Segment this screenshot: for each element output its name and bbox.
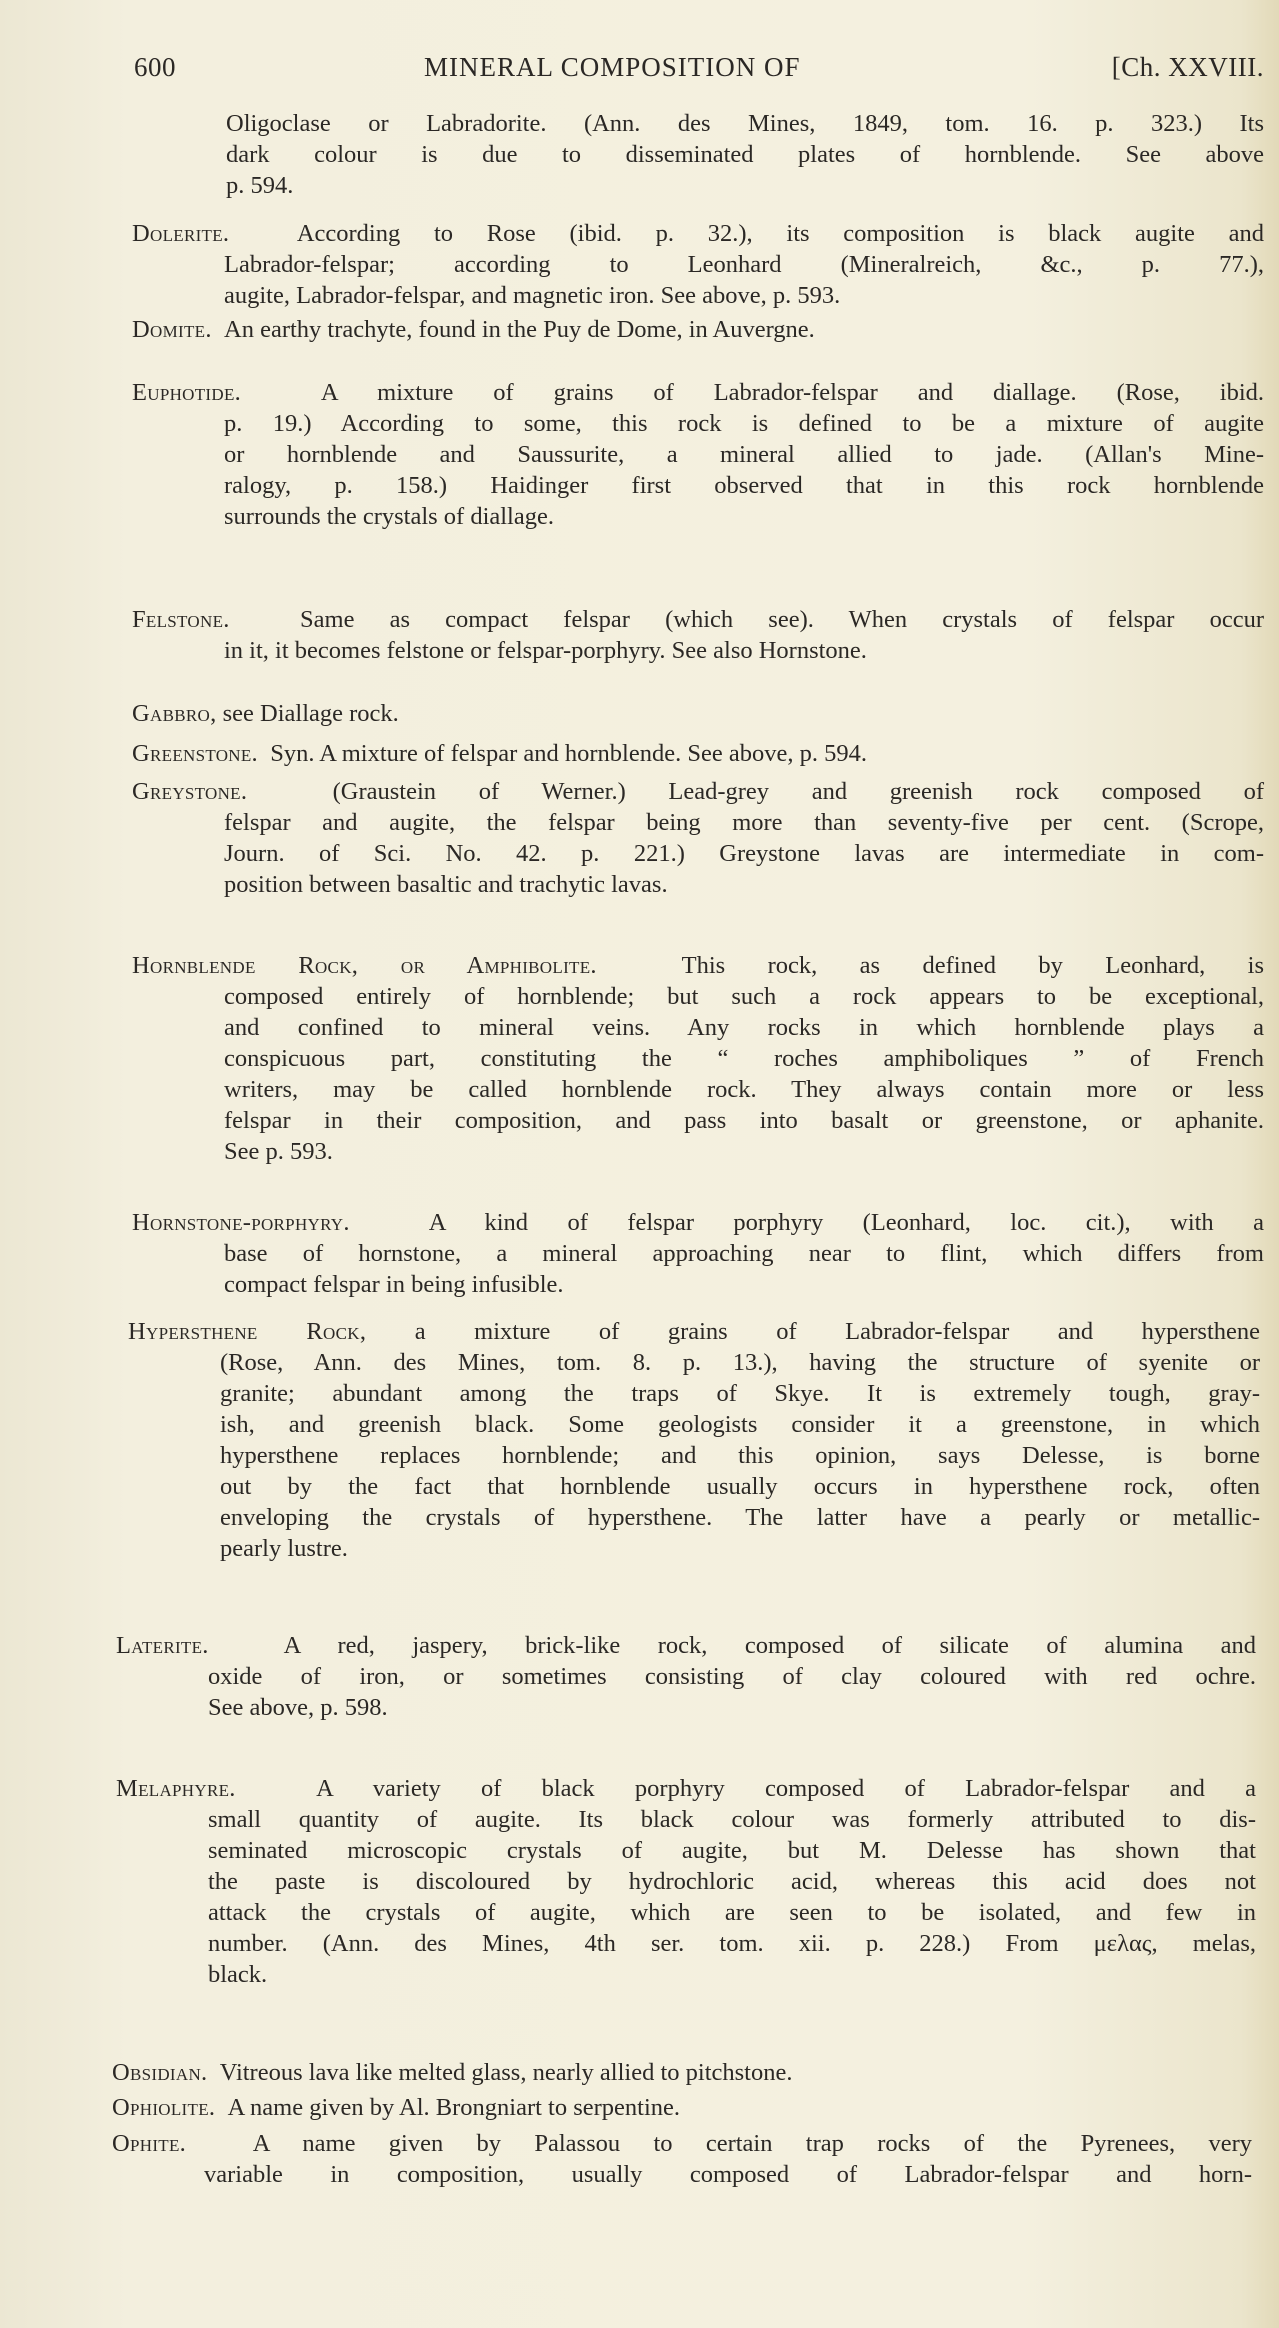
entry-line: compact felspar in being infusible. bbox=[224, 1271, 564, 1298]
entry-term: Ophite. bbox=[112, 2130, 187, 2157]
entry-term: Ophiolite. bbox=[112, 2094, 216, 2121]
entry-line: felspar in their composition, and pass into basalt or greenstone, or aphanite. bbox=[224, 1107, 1264, 1134]
glossary-entry-euphotide bbox=[132, 377, 1264, 532]
glossary-entry-greystone bbox=[132, 776, 1264, 900]
entry-line: A mixture of grains of Labrador-felspar and diallage. (Rose, ibid. bbox=[320, 379, 1264, 406]
entry-line: Syn. A mixture of felspar and hornblende. See above, p. 594. bbox=[270, 740, 867, 767]
glossary-entry-hornblende-rock bbox=[132, 950, 1264, 1167]
entry-line: number. (Ann. des Mines, 4th ser. tom. xii. p. 228.) From μελας, melas, bbox=[208, 1930, 1256, 1957]
entry-line: out by the fact that hornblende usually occurs in hypersthene rock, often bbox=[220, 1473, 1260, 1500]
entry-line: writers, may be called hornblende rock. They always contain more or less bbox=[224, 1076, 1264, 1103]
entry-line: A variety of black porphyry composed of Labrador-felspar and a bbox=[316, 1775, 1257, 1802]
running-title: MINERAL COMPOSITION OF bbox=[424, 52, 801, 82]
glossary-entry-hypersthene-rock bbox=[128, 1316, 1260, 1564]
entry-line: the paste is discoloured by hydrochloric acid, whereas this acid does not bbox=[208, 1868, 1256, 1895]
glossary-entry-melaphyre bbox=[116, 1773, 1256, 1990]
entry-line: conspicuous part, constituting the “ roches amphiboliques ” of French bbox=[224, 1045, 1264, 1072]
entry-line: This rock, as defined by Leonhard, is bbox=[681, 952, 1264, 979]
entry-line: enveloping the crystals of hypersthene. The latter have a pearly or metallic- bbox=[220, 1504, 1260, 1531]
glossary-entry-continuation bbox=[226, 108, 1264, 201]
entry-term: Gabbro, bbox=[132, 700, 217, 727]
entry-line: composed entirely of hornblende; but such a rock appears to be exceptional, bbox=[224, 983, 1264, 1010]
entry-line: According to Rose (ibid. p. 32.), its composition is black augite and bbox=[296, 220, 1264, 247]
entry-line: see Diallage rock. bbox=[222, 700, 399, 727]
entry-line: in it, it becomes felstone or felspar-porphyry. See also Hornstone. bbox=[224, 637, 867, 664]
entry-line: Labrador-felspar; according to Leonhard (Mineralreich, &c., p. 77.), bbox=[224, 251, 1264, 278]
entry-term: Domite. bbox=[132, 316, 212, 343]
entry-line: p. 19.) According to some, this rock is defined to be a mixture of augite bbox=[224, 410, 1264, 437]
entry-term: Obsidian. bbox=[112, 2059, 208, 2086]
entry-line: An earthy trachyte, found in the Puy de Dome, in Auvergne. bbox=[224, 316, 815, 343]
entry-term: Greystone. bbox=[132, 778, 248, 805]
entry-line: A red, jaspery, brick-like rock, composed of silicate of alumina and bbox=[283, 1632, 1257, 1659]
glossary-entry-ophiolite bbox=[112, 2092, 1252, 2123]
entry-line: base of hornstone, a mineral approaching near to flint, which differs from bbox=[224, 1240, 1264, 1267]
entry-term: Euphotide. bbox=[132, 379, 242, 406]
entry-line: black. bbox=[208, 1961, 268, 1988]
entry-line: dark colour is due to disseminated plates of hornblende. See above bbox=[226, 141, 1264, 168]
entry-line: augite, Labrador-felspar, and magnetic iron. See above, p. 593. bbox=[224, 282, 841, 309]
entry-line: Journ. of Sci. No. 42. p. 221.) Greystone lavas are intermediate in com- bbox=[224, 840, 1264, 867]
chapter-label: [Ch. XXVIII. bbox=[1111, 52, 1264, 82]
glossary-entry-dolerite bbox=[132, 218, 1264, 311]
glossary-entry-felstone bbox=[132, 604, 1264, 666]
entry-term: Dolerite. bbox=[132, 220, 230, 247]
glossary-entry-laterite bbox=[116, 1630, 1256, 1723]
glossary-entry-hornstone-porphyry bbox=[132, 1207, 1264, 1300]
entry-line: surrounds the crystals of diallage. bbox=[224, 503, 554, 530]
entry-line: attack the crystals of augite, which are seen to be isolated, and few in bbox=[208, 1899, 1256, 1926]
glossary-entry-obsidian bbox=[112, 2057, 1252, 2088]
entry-term: Hypersthene Rock, bbox=[128, 1318, 367, 1345]
entry-line: See p. 593. bbox=[224, 1138, 333, 1165]
entry-term: Melaphyre. bbox=[116, 1775, 236, 1802]
glossary-entry-gabbro bbox=[132, 698, 1264, 729]
glossary-entry-ophite bbox=[112, 2128, 1252, 2190]
entry-line: seminated microscopic crystals of augite, but M. Delesse has shown that bbox=[208, 1837, 1256, 1864]
entry-line: ralogy, p. 158.) Haidinger first observed that in this rock hornblende bbox=[224, 472, 1264, 499]
glossary-entry-domite bbox=[132, 314, 1264, 345]
entry-line: A name given by Palassou to certain trap rocks of the Pyrenees, very bbox=[252, 2130, 1252, 2157]
entry-line: (Graustein of Werner.) Lead-grey and greenish rock composed of bbox=[332, 778, 1265, 805]
entry-line: (Rose, Ann. des Mines, tom. 8. p. 13.), having the structure of syenite or bbox=[220, 1349, 1260, 1376]
entry-line: or hornblende and Saussurite, a mineral allied to jade. (Allan's Mine- bbox=[224, 441, 1264, 468]
entry-term: Greenstone. bbox=[132, 740, 258, 767]
entry-term: Hornstone-porphyry. bbox=[132, 1209, 350, 1236]
entry-term: Laterite. bbox=[116, 1632, 209, 1659]
entry-line: position between basaltic and trachytic lavas. bbox=[224, 871, 668, 898]
entry-line: small quantity of augite. Its black colour was formerly attributed to dis- bbox=[208, 1806, 1256, 1833]
entry-line: oxide of iron, or sometimes consisting of clay coloured with red ochre. bbox=[208, 1663, 1256, 1690]
entry-line: felspar and augite, the felspar being more than seventy-five per cent. (Scrope, bbox=[224, 809, 1264, 836]
entry-term: Felstone. bbox=[132, 606, 230, 633]
entry-line: Oligoclase or Labradorite. (Ann. des Mines, 1849, tom. 16. p. 323.) Its bbox=[226, 110, 1264, 137]
entry-line: a mixture of grains of Labrador-felspar and hypersthene bbox=[414, 1318, 1260, 1345]
entry-line: granite; abundant among the traps of Skye. It is extremely tough, gray- bbox=[220, 1380, 1260, 1407]
entry-line: A name given by Al. Brongniart to serpentine. bbox=[227, 2094, 681, 2121]
entry-line: and confined to mineral veins. Any rocks in which hornblende plays a bbox=[224, 1014, 1264, 1041]
entry-line: hypersthene replaces hornblende; and this opinion, says Delesse, is borne bbox=[220, 1442, 1260, 1469]
glossary-entry-greenstone bbox=[132, 738, 1264, 769]
entry-line: pearly lustre. bbox=[220, 1535, 348, 1562]
entry-line: p. 594. bbox=[226, 172, 294, 199]
entry-line: ish, and greenish black. Some geologists consider it a greenstone, in which bbox=[220, 1411, 1260, 1438]
entry-line: Same as compact felspar (which see). When crystals of felspar occur bbox=[300, 606, 1265, 633]
page-number: 600 bbox=[134, 52, 176, 82]
entry-line: See above, p. 598. bbox=[208, 1694, 388, 1721]
running-header bbox=[134, 52, 1264, 88]
entry-term: Hornblende Rock, or Amphibolite. bbox=[132, 952, 597, 979]
entry-line: A kind of felspar porphyry (Leonhard, loc. cit.), with a bbox=[428, 1209, 1264, 1236]
entry-line: variable in composition, usually composed of Labrador-felspar and horn- bbox=[204, 2161, 1252, 2188]
entry-line: Vitreous lava like melted glass, nearly allied to pitchstone. bbox=[219, 2059, 793, 2086]
